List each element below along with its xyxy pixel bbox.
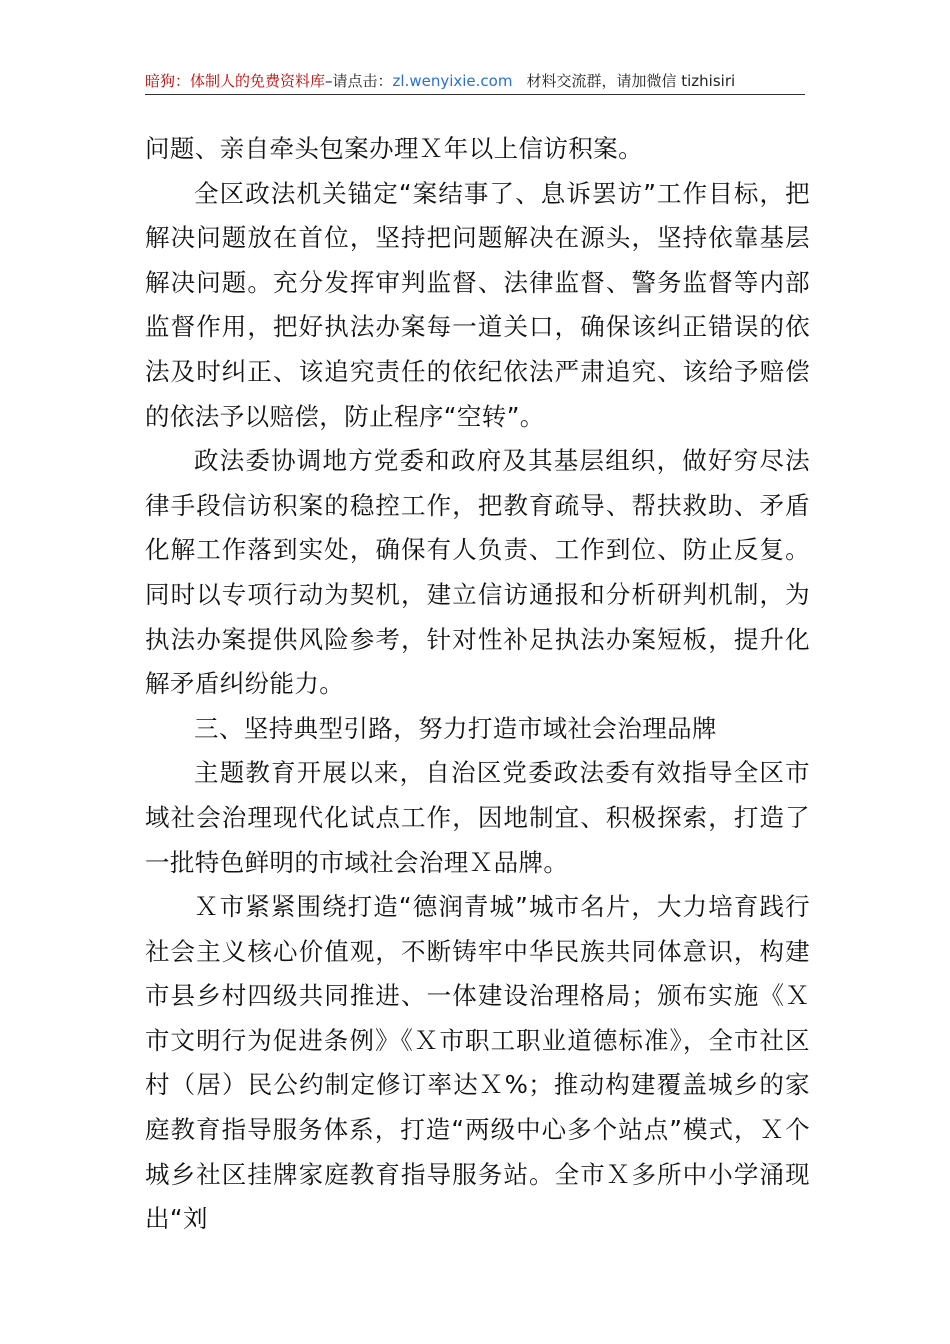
paragraph: 政法委协调地方党委和政府及其基层组织，做好穷尽法律手段信访积案的稳控工作，把教育疏导、帮扶救助、矛盾化解工作落到实处，确保有人负责、工作到位、防止反复。同时以专项行动为契机，建立信访通报和分析研判机制，为执法办案提供风险参考，针对性补足执法办案短板，提升化解矛盾纠纷能力。 — [145, 446, 810, 699]
paragraph-continuation: 问题、亲自牵头包案办理Ｘ年以上信访积案。 — [145, 134, 643, 163]
paragraph: Ｘ市紧紧围绕打造“德润青城”城市名片，大力培育践行社会主义核心价值观，不断铸牢中华民族共同体意识，构建市县乡村四级共同推进、一体建设治理格局；颁布实施《Ｘ市文明行为促进条例》《Ｘ市职工职业道德标准》，全市社区村（居）民公约制定修订率达Ｘ%；推动构建覆盖城乡的家庭教育指导服务体系，打造“两级中心多个站点”模式，Ｘ个城乡社区挂牌家庭教育指导服务站。全市Ｘ多所中小学涌现出“刘 — [145, 892, 810, 1234]
header-brand: 暗狗：体制人的免费资料库 — [145, 72, 326, 90]
paragraph: 主题教育开展以来，自治区党委政法委有效指导全区市域社会治理现代化试点工作，因地制宜、积极探索，打造了一批特色鲜明的市域社会治理Ｘ品牌。 — [145, 758, 810, 877]
page-header — [145, 70, 805, 95]
document-body — [145, 127, 810, 1242]
header-url-link[interactable]: zl.wenyixie.com — [392, 72, 513, 90]
header-group-note: 材料交流群，请加微信 tizhisiri — [526, 72, 736, 90]
header-click-label: –请点击： — [325, 72, 393, 90]
paragraph: 全区政法机关锚定“案结事了、息诉罢访”工作目标，把解决问题放在首位，坚持把问题解决在源头，坚持依靠基层解决问题。充分发挥审判监督、法律监督、警务监督等内部监督作用，把好执法办案每一道关口，确保该纠正错误的依法及时纠正、该追究责任的依纪依法严肃追究、该给予赔偿的依法予以赔偿，防止程序“空转”。 — [145, 178, 810, 431]
section-heading: 三、坚持典型引路，努力打造市域社会治理品牌 — [194, 713, 717, 743]
